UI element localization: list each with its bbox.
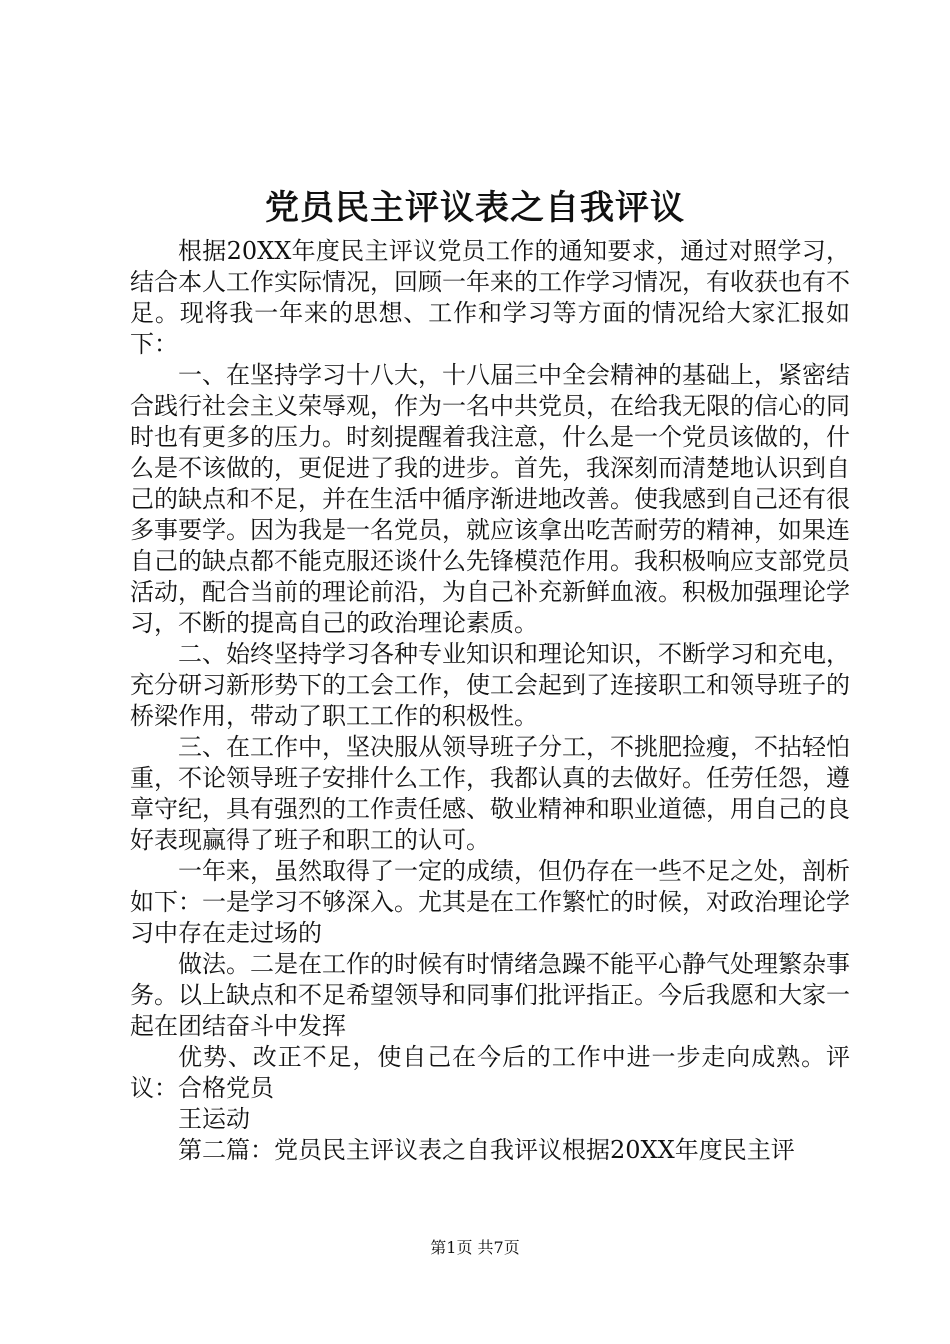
paragraph-practice: 做法。二是在工作的时候有时情绪急躁不能平心静气处理繁杂事务。以上缺点和不足希望领导和同事们批评指正。今后我愿和大家一起在团结奋斗中发挥 [130,950,850,1040]
paragraph-point-one: 一、在坚持学习十八大，十八届三中全会精神的基础上，紧密结合践行社会主义荣辱观，作为一名中共党员，在给我无限的信心的同时也有更多的压力。时刻提醒着我注意，什么是一个党员该做的，什么是不该做的，更促进了我的进步。首先，我深刻而清楚地认识到自己的缺点和不足，并在生活中循序渐进地改善。使我感到自己还有很多事要学。因为我是一名党员，就应该拿出吃苦耐劳的精神，如果连自己的缺点都不能克服还谈什么先锋模范作用。我积极响应支部党员活动，配合当前的理论前沿，为自己补充新鲜血液。积极加强理论学习，不断的提高自己的政治理论素质。 [130,361,850,637]
paragraph-intro: 根据20XX年度民主评议党员工作的通知要求，通过对照学习，结合本人工作实际情况，回顾一年来的工作学习情况，有收获也有不足。现将我一年来的思想、工作和学习等方面的情况给大家汇报如下： [130,237,850,358]
author-name: 王运动 [178,1105,250,1133]
document-body [130,236,850,1166]
document-title: 党员民主评议表之自我评议 [265,188,685,228]
paragraph-conclusion: 优势、改正不足，使自己在今后的工作中进一步走向成熟。评议：合格党员 [130,1043,850,1102]
paragraph-shortcomings: 一年来，虽然取得了一定的成绩，但仍存在一些不足之处，剖析如下：一是学习不够深入。尤其是在工作繁忙的时候，对政治理论学习中存在走过场的 [130,857,850,947]
paragraph-second-article: 第二篇：党员民主评议表之自我评议根据20XX年度民主评 [178,1136,795,1164]
paragraph-point-three: 三、在工作中，坚决服从领导班子分工，不挑肥捡瘦，不拈轻怕重，不论领导班子安排什么工作，我都认真的去做好。任劳任怨，遵章守纪，具有强烈的工作责任感、敬业精神和职业道德，用自己的良好表现赢得了班子和职工的认可。 [130,733,850,854]
paragraph-point-two: 二、始终坚持学习各种专业知识和理论知识，不断学习和充电，充分研习新形势下的工会工作，使工会起到了连接职工和领导班子的桥梁作用，带动了职工工作的积极性。 [130,640,850,730]
page-number: 第1页 共7页 [430,1238,520,1257]
